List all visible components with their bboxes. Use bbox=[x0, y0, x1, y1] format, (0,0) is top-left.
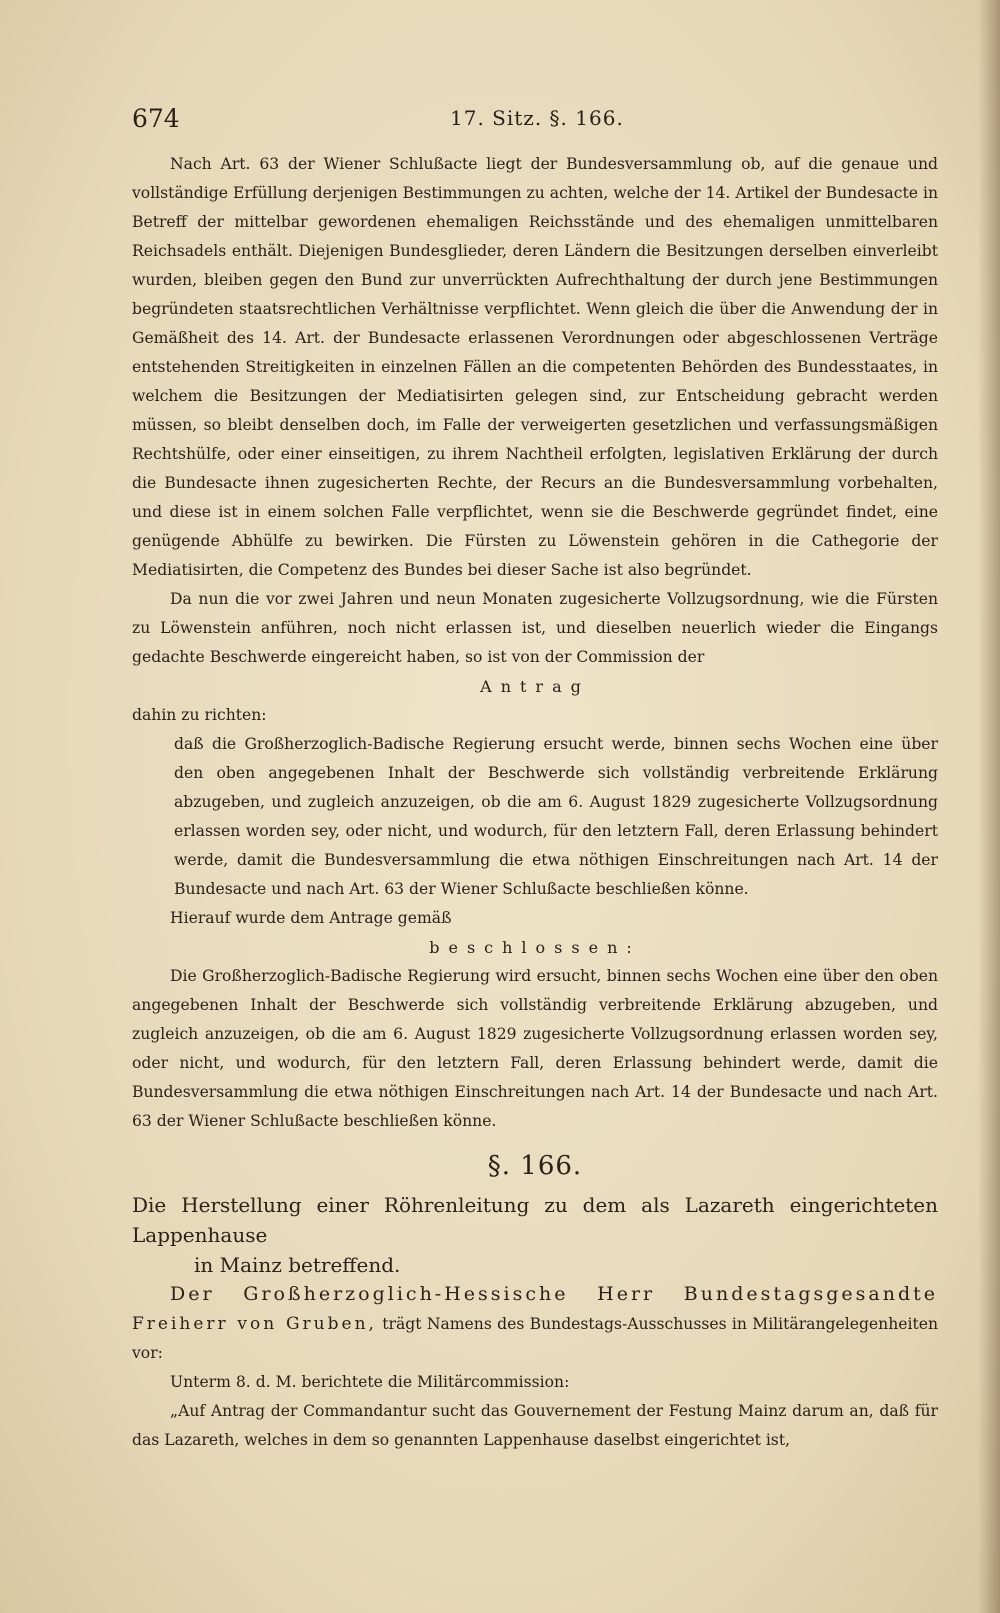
page-header bbox=[132, 104, 932, 144]
paragraph-proposal: daß die Großherzoglich-Badische Regierung ersucht werde, binnen sechs Wochen eine über den oben angegebenen Inhalt der Beschwerde sich vollständig verbreitende Erklärung abzugeben, und zugleich anzuzeigen, ob die am 6. August 1829 zugesicherte Vollzugsordnung erlassen worden sey, oder nicht, und wodurch, für den letztern Fall, deren Erlassung behindert werde, damit die Bundesversammlung die etwa nöthigen Einschreitungen nach Art. 14 der Bundesacte und nach Art. 63 der Wiener Schlußacte beschließen könne. bbox=[174, 735, 938, 898]
section-heading: §. 166. bbox=[487, 1151, 583, 1181]
paragraph-dahin: dahin zu richten: bbox=[132, 706, 267, 724]
page-body bbox=[132, 150, 938, 1455]
paragraph-article-63: Nach Art. 63 der Wiener Schlußacte liegt der Bundesversammlung ob, auf die genaue und vollständige Erfüllung derjenigen Bestimmungen zu achten, welche der 14. Artikel der Bundesacte in Betreff der mittelbar gewordenen ehemaligen Reichsstände und des ehemaligen unmittelbaren Reichsadels enthält. Diejenigen Bundesglieder, deren Ländern die Besitzungen derselben einverleibt wurden, bleiben gegen den Bund zur unverrückten Aufrechthaltung der durch jene Bestimmungen begründeten staatsrechtlichen Verhältnisse verpflichtet. Wenn gleich die über die Anwendung der in Gemäßheit des 14. Art. der Bundesacte erlassenen Verordnungen oder abgeschlossenen Verträge entstehenden Streitigkeiten in einzelnen Fällen an die competenten Behörden des Bundesstaates, in welchem die Besitzungen der Mediatisirten gelegen sind, zur Entscheidung gebracht werden müssen, so bleibt denselben doch, im Falle der verweigerten gesetzlichen und verfassungsmäßigen Rechtshülfe, oder einer einseitigen, zu ihrem Nachtheil erfolgten, legislativen Erklärung der durch die Bundesacte ihnen zugesicherten Rechte, der Recurs an die Bundesversammlung vorbehalten, und diese ist in einem solchen Falle verpflichtet, wenn sie die Beschwerde gegründet findet, eine genügende Abhülfe zu bewirken. Die Fürsten zu Löwenstein gehören in die Cathegorie der Mediatisirten, die Competenz des Bundes bei dieser Sache ist also begründet. bbox=[132, 155, 938, 579]
section-topic-line1: Die Herstellung einer Röhrenleitung zu dem als Lazareth eingerichteten Lappenhause bbox=[132, 1193, 938, 1247]
speaker-rest: trägt Namens des Bundestags-Ausschusses in Militärangelegenheiten vor: bbox=[132, 1315, 938, 1362]
section-topic-line2: in Mainz betreffend. bbox=[194, 1253, 401, 1277]
paragraph-hierauf: Hierauf wurde dem Antrage gemäß bbox=[170, 909, 452, 927]
beschlossen-label: beschlossen: bbox=[429, 938, 641, 957]
page-edge-shadow bbox=[978, 0, 1000, 1613]
paragraph-speaker bbox=[132, 1280, 938, 1368]
speaker-name: Freiherr von Gruben, bbox=[132, 1314, 377, 1334]
speaker-intro: Der Großherzoglich-Hessische Herr Bundestagsgesandte bbox=[170, 1283, 938, 1305]
page-number: 674 bbox=[132, 104, 180, 133]
antrag-label: Antrag bbox=[480, 677, 590, 696]
paragraph-commission: Da nun die vor zwei Jahren und neun Monaten zugesicherte Vollzugsordnung, wie die Fürsten zu Löwenstein anführen, noch nicht erlassen ist, und dieselben neuerlich wieder die Eingangs gedachte Beschwerde eingereicht haben, so ist von der Commission der bbox=[132, 590, 938, 666]
paragraph-resolution: Die Großherzoglich-Badische Regierung wird ersucht, binnen sechs Wochen eine über den oben angegebenen Inhalt der Beschwerde sich vollständig verbreitende Erklärung abzugeben, und zugleich anzuzeigen, ob die am 6. August 1829 zugesicherte Vollzugsordnung erlassen worden sey, oder nicht, und wodurch, für den letztern Fall, deren Erlassung behindert werde, damit die Bundesversammlung die etwa nöthigen Einschreitungen nach Art. 14 der Bundesacte und nach Art. 63 der Wiener Schlußacte beschließen könne. bbox=[132, 967, 938, 1130]
paragraph-report-date: Unterm 8. d. M. berichtete die Militärcommission: bbox=[170, 1373, 570, 1391]
paragraph-report-quote: „Auf Antrag der Commandantur sucht das Gouvernement der Festung Mainz darum an, daß für das Lazareth, welches in dem so genannten Lappenhause daselbst eingerichtet ist, bbox=[132, 1402, 938, 1449]
section-topic bbox=[132, 1190, 938, 1280]
running-head: 17. Sitz. §. 166. bbox=[450, 106, 624, 130]
